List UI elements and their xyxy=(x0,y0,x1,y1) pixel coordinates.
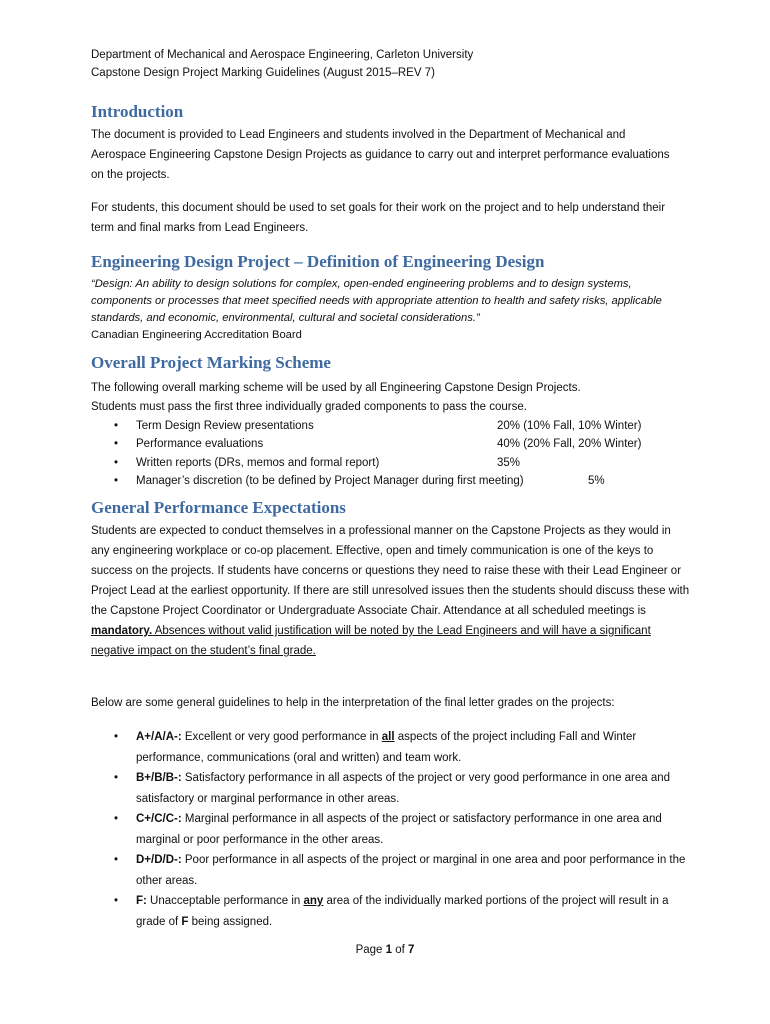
bullet-icon: • xyxy=(114,474,119,487)
grade-text: Poor performance in all aspects of the project or marginal in one area and poor performance in the other areas. xyxy=(136,854,686,887)
bullet-icon: • xyxy=(114,854,119,866)
list-item xyxy=(91,850,691,891)
grade-label: A+/A/A-: xyxy=(136,731,182,743)
grade-label: C+/C/C-: xyxy=(136,813,182,825)
marking-scheme-list xyxy=(91,417,691,490)
heading-expectations: General Performance Expectations xyxy=(91,498,346,517)
grade-text: being assigned. xyxy=(188,915,273,928)
expectations-text: Students are expected to conduct themselves in a professional manner on the Capstone Projects as they would in any engineering workplace or co-op placement. Effective, open and timely communication is one of the keys to success on the projects. If students have concerns or questions they need to raise these with their Lead Engineer or Project Lead at the earliest opportunity. If there are still unresolved issues then the students should discuss these with the Capstone Project Coordinator or Undergraduate Associate Chair. Attendance at all scheduled meetings is xyxy=(91,525,690,617)
intro-paragraph-1: The document is provided to Lead Engineers and students involved in the Department of Mechanical and Aerospace Engineering Capstone Design Projects as guidance to carry out and interpret performance evaluations on the projects. xyxy=(91,129,670,181)
scheme-item-weight: 35% xyxy=(497,456,521,469)
page-current: 1 xyxy=(385,944,393,956)
page-number xyxy=(0,944,770,956)
intro-paragraph-2: For students, this document should be used to set goals for their work on the project and to help understand their term and final marks from Lead Engineers. xyxy=(91,202,666,234)
quote-source: Canadian Engineering Accreditation Board xyxy=(91,329,302,341)
scheme-paragraph-1: The following overall marking scheme will be used by all Engineering Capstone Design Projects. xyxy=(91,382,581,394)
grade-text: area of the individually marked portions of the project will result in a grade of xyxy=(136,895,669,928)
bullet-icon: • xyxy=(114,813,119,825)
grade-emphasis: any xyxy=(303,895,324,907)
page-of-label: of xyxy=(392,944,409,956)
scheme-item-label: Performance evaluations xyxy=(136,438,264,451)
document-header-line-2: Capstone Design Project Marking Guidelines (August 2015–REV 7) xyxy=(91,67,435,79)
scheme-item-label: Manager’s discretion (to be defined by Project Manager during first meeting) xyxy=(136,474,524,487)
page-total: 7 xyxy=(408,944,415,956)
grade-label: B+/B/B-: xyxy=(136,772,182,784)
document-header-line-1: Department of Mechanical and Aerospace Engineering, Carleton University xyxy=(91,49,474,61)
scheme-item-label: Written reports (DRs, memos and formal report) xyxy=(136,456,380,469)
grade-f-emphasis: F xyxy=(181,915,189,928)
bullet-icon: • xyxy=(114,456,119,469)
scheme-paragraph-2: Students must pass the first three individually graded components to pass the course. xyxy=(91,401,527,413)
heading-definition: Engineering Design Project – Definition of Engineering Design xyxy=(91,252,545,271)
expectations-paragraph-1 xyxy=(91,521,691,661)
bullet-icon: • xyxy=(114,772,119,784)
bullet-icon: • xyxy=(114,420,119,432)
scheme-item-label: Term Design Review presentations xyxy=(136,420,314,432)
page-label: Page xyxy=(355,944,386,956)
grade-text: Unacceptable performance in xyxy=(146,895,304,907)
grade-label: F: xyxy=(136,895,147,907)
design-definition-quote: “Design: An ability to design solutions for complex, open-ended engineering problems and to design systems, components or processes that meet specified needs with appropriate attention to health and safety risks, applicable standards, and economic, environmental, cultural and societal considerations.” xyxy=(91,278,662,324)
heading-marking-scheme: Overall Project Marking Scheme xyxy=(91,353,331,372)
grade-label: D+/D/D-: xyxy=(136,854,182,866)
bullet-icon: • xyxy=(114,895,119,907)
bullet-icon: • xyxy=(114,438,119,451)
grade-text: aspects of the project including Fall and Winter performance, communications (oral and written) and team work. xyxy=(136,731,637,764)
list-item xyxy=(91,727,691,768)
list-item xyxy=(91,435,691,453)
grade-text: Satisfactory performance in all aspects of the project or very good performance in one area and satisfactory or marginal performance in other areas. xyxy=(136,772,671,805)
absences-warning: Absences without valid justification will be noted by the Lead Engineers and will have a significant negative impact on the student’s final grade. xyxy=(91,625,651,657)
heading-introduction: Introduction xyxy=(91,102,184,121)
grade-guidelines-list xyxy=(91,727,691,932)
grade-text: Marginal performance in all aspects of the project or satisfactory performance in one area and marginal or poor performance in the other areas. xyxy=(136,813,662,846)
list-item xyxy=(91,454,691,472)
scheme-item-weight: 40% (20% Fall, 20% Winter) xyxy=(497,438,642,451)
mandatory-emphasis: mandatory. xyxy=(91,625,153,637)
grade-emphasis: all xyxy=(381,731,395,743)
list-item xyxy=(91,809,691,850)
list-item xyxy=(91,891,691,932)
list-item xyxy=(91,472,691,490)
bullet-icon: • xyxy=(114,731,119,743)
scheme-item-weight: 20% (10% Fall, 10% Winter) xyxy=(497,420,642,432)
scheme-item-weight: 5% xyxy=(588,474,605,487)
expectations-paragraph-2: Below are some general guidelines to help in the interpretation of the final letter grades on the projects: xyxy=(91,697,615,709)
list-item xyxy=(91,417,691,435)
grade-text: Excellent or very good performance in xyxy=(181,731,382,743)
list-item xyxy=(91,768,691,809)
